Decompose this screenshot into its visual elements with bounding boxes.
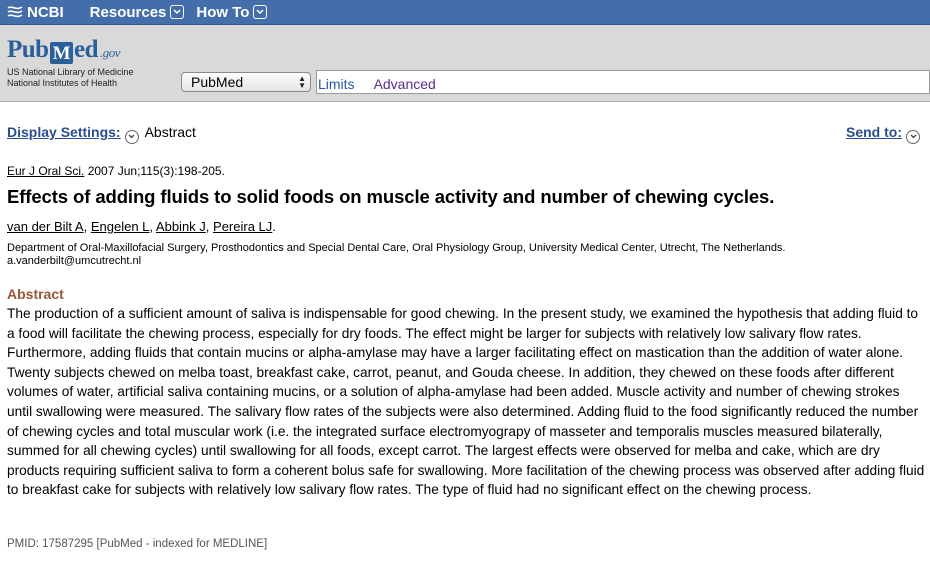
database-select[interactable] — [181, 72, 311, 92]
article-title: Effects of adding fluids to solid foods on muscle activity and number of chewing cycles. — [7, 186, 775, 207]
howto-menu[interactable] — [196, 4, 267, 21]
nih-line: National Institutes of Health — [7, 78, 118, 88]
logo-gov: .gov — [100, 45, 121, 60]
pubmed-logo[interactable] — [7, 36, 134, 89]
send-to-control[interactable] — [846, 124, 920, 144]
chevron-down-icon[interactable] — [906, 130, 920, 144]
logo-m-block: M — [50, 42, 73, 64]
search-header — [0, 25, 930, 102]
chevron-down-icon — [170, 5, 184, 19]
ncbi-logo-icon — [6, 5, 24, 19]
author-email: a.vanderbilt@umcutrecht.nl — [7, 255, 142, 267]
author-separator: , — [149, 219, 156, 234]
display-settings-link[interactable]: Display Settings: — [7, 124, 121, 140]
nlm-line: US National Library of Medicine — [7, 67, 134, 77]
database-select-value: PubMed — [191, 74, 244, 90]
author-end: . — [272, 219, 276, 234]
advanced-link[interactable]: Advanced — [373, 76, 436, 92]
pmid-line: PMID: 17587295 [PubMed - indexed for MEDLINE] — [7, 538, 268, 550]
resources-menu-label: Resources — [89, 3, 167, 21]
howto-menu-label: How To — [196, 3, 250, 21]
affiliation — [7, 242, 786, 268]
ncbi-topbar — [0, 0, 930, 25]
pubmed-wordmark — [7, 36, 134, 64]
journal-link[interactable]: Eur J Oral Sci. — [7, 164, 85, 178]
chevron-down-icon — [253, 5, 267, 19]
send-to-link[interactable]: Send to: — [846, 124, 902, 140]
author-separator: , — [83, 219, 91, 234]
author-link[interactable]: Engelen L — [90, 219, 150, 234]
chevron-down-icon[interactable] — [125, 130, 139, 144]
display-settings-row — [7, 124, 920, 142]
author-list — [7, 219, 276, 234]
ncbi-home-link[interactable] — [6, 4, 64, 21]
abstract-heading: Abstract — [7, 286, 64, 302]
author-link[interactable]: Abbink J — [155, 219, 206, 234]
select-arrows-icon: ▲ ▼ — [298, 74, 306, 90]
citation-details: 2007 Jun;115(3):198-205. — [87, 164, 225, 178]
author-separator: , — [205, 219, 214, 234]
display-format-value: Abstract — [144, 124, 196, 140]
affiliation-text: Department of Oral-Maxillofacial Surgery, Prosthodontics and Special Dental Care, Oral Physiology Group, University Medical Center, Utrecht, The Netherlands. — [7, 242, 786, 254]
author-link[interactable]: van der Bilt A — [7, 219, 84, 234]
search-sublinks — [318, 76, 436, 92]
abstract-text: The production of a sufficient amount of saliva is indispensable for good chewing. In the present study, we examined the hypothesis that adding fluid to a food will facilitate the chewing process, especially for dry foods. The effect might be larger for subjects with relatively low salivary flow rates. Furthermore, adding fluids that contain mucins or alpha-amylase may have a larger facilitating effect on mastication than the addition of water alone. Twenty subjects chewed on melba toast, breakfast cake, carrot, peanut, and Gouda cheese. In addition, they chewed on these foods after different volumes of water, artificial saliva containing mucins, or a solution of alpha-amylase had been added. Muscle activity and number of chewing strokes until swallowing were measured. The salivary flow rates of the subjects were also determined. Adding fluid to the food significantly reduced the number of chewing cycles and total muscular work (i.e. the integrated surface electromyograpy of masseter and temporalis muscles measured bilaterally, summed for all chewing cycles) until swallowing for all foods, except carrot. The largest effects were observed for melba and cake, which are dry products requiring sufficient saliva to form a coherent bolus safe for swallowing. More facilitation of the chewing process was observed after adding fluid to breakfast cake for subjects with relatively low salivary flow rates. The type of fluid had no significant effect on the chewing process. — [7, 306, 925, 498]
citation — [7, 164, 225, 178]
logo-pub: Pub — [7, 36, 49, 63]
author-link[interactable]: Pereira LJ — [213, 219, 273, 234]
limits-link[interactable]: Limits — [318, 76, 355, 92]
logo-ed: ed — [74, 36, 99, 63]
resources-menu[interactable] — [90, 4, 185, 21]
ncbi-brand: NCBI — [27, 3, 64, 21]
